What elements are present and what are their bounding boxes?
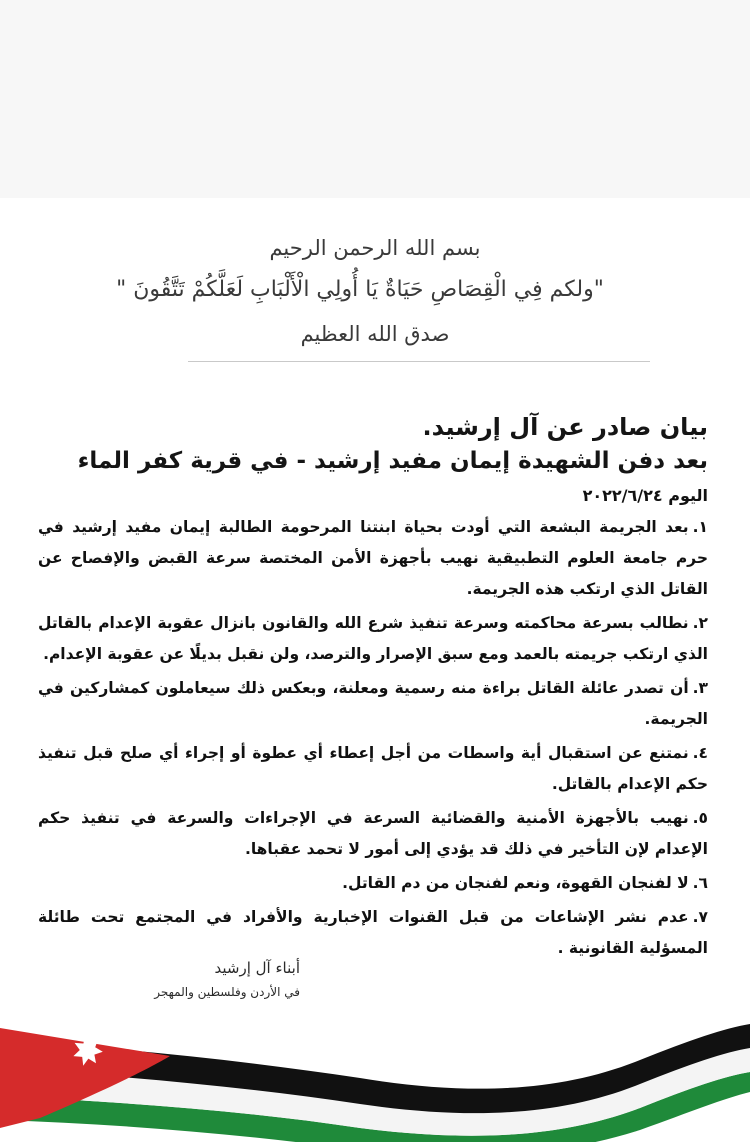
item-text: نهيب بالأجهزة الأمنية والقضائية السرعة في الإجراءات والسرعة في تنفيذ حكم الإعدام لإن التأخير في ذلك قد يؤدي إلى أمور لا تحمد عقباها. xyxy=(38,809,708,858)
item-number: ١. xyxy=(692,518,708,536)
item-number: ٣. xyxy=(692,679,708,697)
item-text: بعد الجريمة البشعة التي أودت بحياة ابنتنا المرحومة الطالبة إيمان مفيد إرشيد في حرم جامعة العلوم التطبيقية نهيب بأجهزة الأمن المختصة سرعة القبض والإفصاح عن القاتل الذي ارتكب هذه الجريمة. xyxy=(38,518,708,598)
sadaq-allah: صدق الله العظيم xyxy=(300,322,450,346)
statement-item xyxy=(38,512,708,605)
item-text: عدم نشر الإشاعات من قبل القنوات الإخبارية والأفراد في المجتمع تحت طائلة المسؤلية القانونية . xyxy=(38,908,708,957)
item-number: ٤. xyxy=(692,744,708,762)
signature-name: أبناء آل إرشيد xyxy=(214,959,300,977)
item-text: نطالب بسرعة محاكمته وسرعة تنفيذ شرع الله والقانون بانزال عقوبة الإعدام بالقاتل الذي ارتكب جريمته بالعمد ومع سبق الإصرار والترصد، ولن نقبل بديلًا عن عقوبة الإعدام. xyxy=(38,614,708,663)
item-number: ٧. xyxy=(692,908,708,926)
item-number: ٥. xyxy=(692,809,708,827)
item-text: أن تصدر عائلة القاتل براءة منه رسمية ومعلنة، وبعكس ذلك سيعاملون كمشاركين في الجريمة. xyxy=(38,679,708,728)
item-text: نمتنع عن استقبال أية واسطات من أجل إعطاء أي عطوة أو إجراء أي صلح قبل تنفيذ حكم الإعدام بالقاتل. xyxy=(38,744,708,793)
statement-item xyxy=(38,738,708,800)
statement-items xyxy=(38,512,708,964)
statement-subtitle: بعد دفن الشهيدة إيمان مفيد إرشيد - في قرية كفر الماء xyxy=(77,448,708,474)
statement-date: اليوم ٢٠٢٢/٦/٢٤ xyxy=(582,486,708,505)
header-divider xyxy=(188,361,650,362)
item-number: ٢. xyxy=(692,614,708,632)
statement-body xyxy=(38,410,708,967)
jordan-flag-ribbon xyxy=(0,1010,750,1142)
statement-title: بيان صادر عن آل إرشيد. xyxy=(422,413,708,441)
religious-header xyxy=(0,228,750,356)
item-text: لا لفنجان القهوة، ونعم لفنجان من دم القاتل. xyxy=(342,874,689,892)
basmala: بسم الله الرحمن الرحيم xyxy=(269,236,481,260)
quran-verse: "ولكم فِي الْقِصَاصِ حَيَاةٌ يَا أُولِي الْأَلْبَابِ لَعَلَّكُمْ تَتَّقُونَ " xyxy=(116,277,604,302)
statement-item xyxy=(38,803,708,865)
statement-item xyxy=(38,608,708,670)
signature-block xyxy=(40,955,300,1003)
signature-places: في الأردن وفلسطين والمهجر xyxy=(154,985,300,999)
statement-item xyxy=(38,673,708,735)
top-blank-band xyxy=(0,0,750,198)
statement-item xyxy=(38,868,708,899)
item-number: ٦. xyxy=(692,874,708,892)
